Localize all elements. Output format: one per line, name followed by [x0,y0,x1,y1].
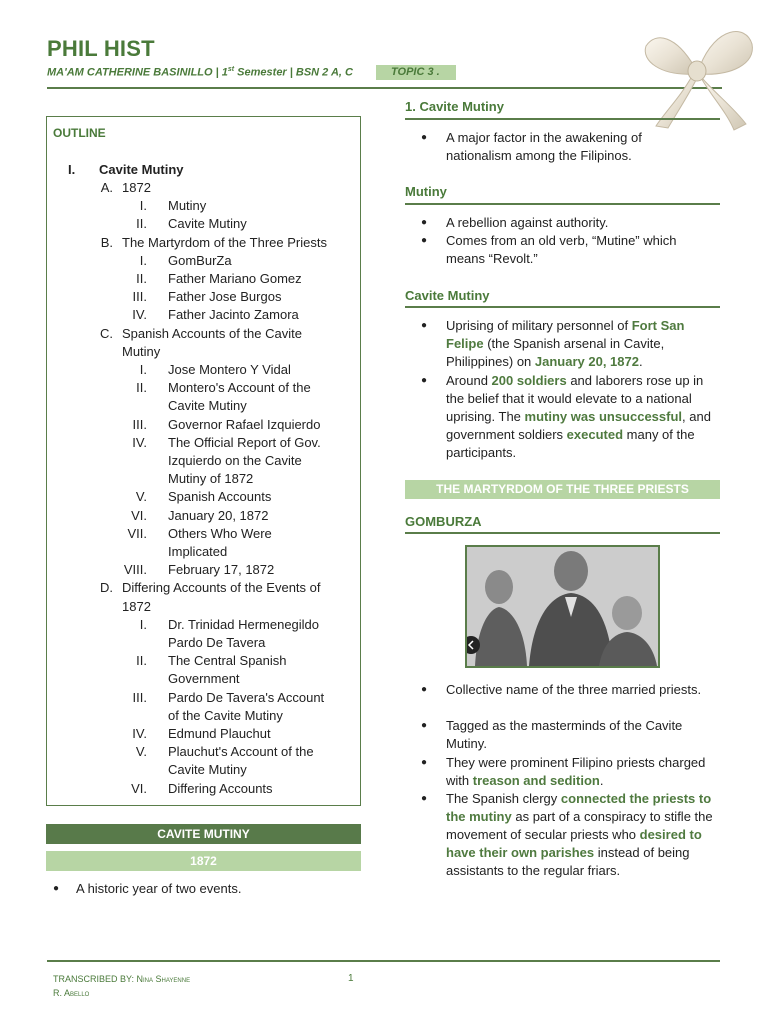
outline-item-text: Pardo De Tavera [168,635,266,650]
section-bar-martyrdom: THE MARTYRDOM OF THE THREE PRIESTS [405,480,720,499]
outline-item-number: B. [100,234,113,250]
outline-item-text: Pardo De Tavera's Account [168,689,325,705]
course-info-prefix: MA'AM CATHERINE BASINILLO | 1 [47,66,228,79]
list-item: ● They were prominent Filipino priests charged with treason and sedition. [421,754,721,790]
outline-item-number: II. [136,216,147,232]
topic-badge: TOPIC 3 . [376,65,456,80]
outline-item-text: Father Jacinto Zamora [168,307,299,323]
footer-transcriber: TRANSCRIBED BY: Nina Shayenne [53,974,191,984]
footer-transcriber-cont: R. Abello [53,988,90,998]
outline-item-text: Father Jose Burgos [168,289,282,305]
outline-item-number: I. [139,198,147,214]
list-item-text: A historic year of two events. [76,881,242,896]
outline-item-text: Differing Accounts [168,780,273,796]
course-info [47,66,353,79]
outline-item-text: February 17, 1872 [168,562,275,578]
list-item: ● A rebellion against authority. [421,214,721,232]
outline-item-text: Edmund Plauchut [168,726,271,741]
outline-item-number: VI. [131,780,147,796]
section-divider [405,203,720,205]
outline-item-text: Implicated [168,544,228,559]
outline-item-text: Government [168,671,240,687]
list-item-text: A major factor in the awakening of nationalism among the Filipinos. [446,130,642,163]
outline-item-text: Cavite Mutiny [168,398,247,414]
list-item-text: They were prominent Filipino priests charged with treason and sedition. [446,755,706,788]
list-item: ● Comes from an old verb, “Mutine” which means “Revolt.” [421,232,721,268]
outline-item-number: I. [139,252,147,268]
section-heading-cavite-mutiny: 1. Cavite Mutiny [405,99,504,114]
outline-main-number: I. [68,162,76,177]
list-item: ● Around 200 soldiers and laborers rose up in the belief that it would elevate to a national uprising. The mutiny was unsuccessful, and government soldiers executed many of the participants. [421,372,721,462]
outline-item-number: D. [100,580,113,596]
list-item: ● Tagged as the masterminds of the Cavite Mutiny. [421,717,721,753]
section-heading-cavite-mutiny-details: Cavite Mutiny [405,288,490,303]
outline-item-text: Plauchut's Account of the [168,744,314,760]
outline-item-text: Izquierdo on the Cavite [168,453,302,468]
list-item-text: Around 200 soldiers and laborers rose up in the belief that it would elevate to a national uprising. The mutiny was unsuccessful, and government soldiers executed many of the participants. [446,373,711,460]
outline-item-text: Governor Rafael Izquierdo [168,416,321,432]
outline-item-text: The Official Report of Gov. [168,434,321,450]
header-divider [47,87,722,89]
outline-item-text: The Central Spanish [168,653,287,669]
course-info-sup: st [227,66,235,73]
outline-item-text: Mutiny [122,343,161,359]
outline-item-text: Dr. Trinidad Hermenegildo [168,616,320,632]
outline-item-number: IV. [132,726,147,741]
outline-item-number: A. [100,180,113,195]
outline-item-text: 1872 [122,598,151,614]
outline-main-title: Cavite Mutiny [99,162,184,177]
list-item-text: A rebellion against authority. [446,215,609,230]
gomburza-portrait-image [465,545,660,668]
outline-item-number: V. [135,744,147,760]
portrait-illustration [467,547,658,666]
list-item: ● Collective name of the three married priests. [421,681,721,699]
outline-item-number: III. [132,416,147,432]
outline-item-text: The Martyrdom of the Three Priests [122,234,327,250]
outline-item-number: II. [136,271,147,286]
outline-item-text: Cavite Mutiny [168,762,247,778]
outline-item-text: GomBurZa [168,252,232,268]
ribbon-bow-icon [636,16,758,134]
outline-item-number: V. [135,489,147,505]
section-bar-1872: 1872 [46,851,361,871]
outline-item-number: II. [136,380,147,396]
section-bar-cavite-mutiny: CAVITE MUTINY [46,824,361,844]
section-divider [405,118,720,120]
outline-item-number: I. [139,616,147,632]
section-heading-gomburza: GOMBURZA [405,514,482,529]
outline-item-text: Others Who Were [168,525,272,541]
list-item-text: Uprising of military personnel of Fort San Felipe (the Spanish arsenal in Cavite, Philippines) on January 20, 1872. [446,318,685,369]
list-item: ● Uprising of military personnel of Fort San Felipe (the Spanish arsenal in Cavite, Philippines) on January 20, 1872. [421,317,721,371]
outline-item-number: C. [100,325,113,341]
outline-item-text: Cavite Mutiny [168,216,247,232]
section-divider [405,306,720,308]
list-item-text: The Spanish clergy connected the priests to the mutiny as part of a conspiracy to stifle the movement of secular priests who desired to have their own parishes instead of being assistants to the regular friars. [446,791,713,878]
footer-divider [47,960,720,962]
document-title: PHIL HIST [47,36,155,61]
outline-heading: OUTLINE [53,126,106,140]
outline-item-text: Differing Accounts of the Events of [122,580,321,596]
list-item: ● A major factor in the awakening of nationalism among the Filipinos. [421,129,721,165]
outline-item-text: Montero's Account of the [168,380,311,396]
course-info-suffix: Semester | BSN 2 A, C [234,66,353,79]
outline-item-text: 1872 [122,180,151,195]
outline-item-number: VIII. [123,562,147,578]
list-item-text: Collective name of the three married priests. [446,682,702,697]
list-item-text: Tagged as the masterminds of the Cavite Mutiny. [446,718,683,751]
outline-item-number: III. [132,689,147,705]
outline-item-text: January 20, 1872 [168,507,269,523]
outline-item-number: I. [139,362,147,377]
outline-box [46,116,361,806]
list-item-text: Comes from an old verb, “Mutine” which means “Revolt.” [446,233,677,266]
outline-item-number: VI. [131,507,147,523]
list-item: ● The Spanish clergy connected the priests to the mutiny as part of a conspiracy to stifle the movement of secular priests who desired to have their own parishes instead of being assistants to the regular friars. [421,790,721,880]
outline-item-text: Mutiny of 1872 [168,471,254,487]
outline-item-text: Spanish Accounts [168,489,272,505]
section-divider [405,532,720,534]
outline-item-text: Mutiny [168,198,207,214]
page-number: 1 [348,973,354,984]
outline-item-text: Spanish Accounts of the Cavite [122,325,302,341]
outline-item-number: IV. [132,434,147,450]
outline-item-number: VII. [127,525,147,541]
outline-item-text: of the Cavite Mutiny [168,707,283,723]
outline-item-text: Jose Montero Y Vidal [168,362,291,377]
outline-item-number: III. [132,289,147,305]
outline-item-text: Father Mariano Gomez [168,271,302,286]
outline-item-number: II. [136,653,147,669]
outline-item-number: IV. [132,307,147,323]
section-heading-mutiny: Mutiny [405,184,447,199]
